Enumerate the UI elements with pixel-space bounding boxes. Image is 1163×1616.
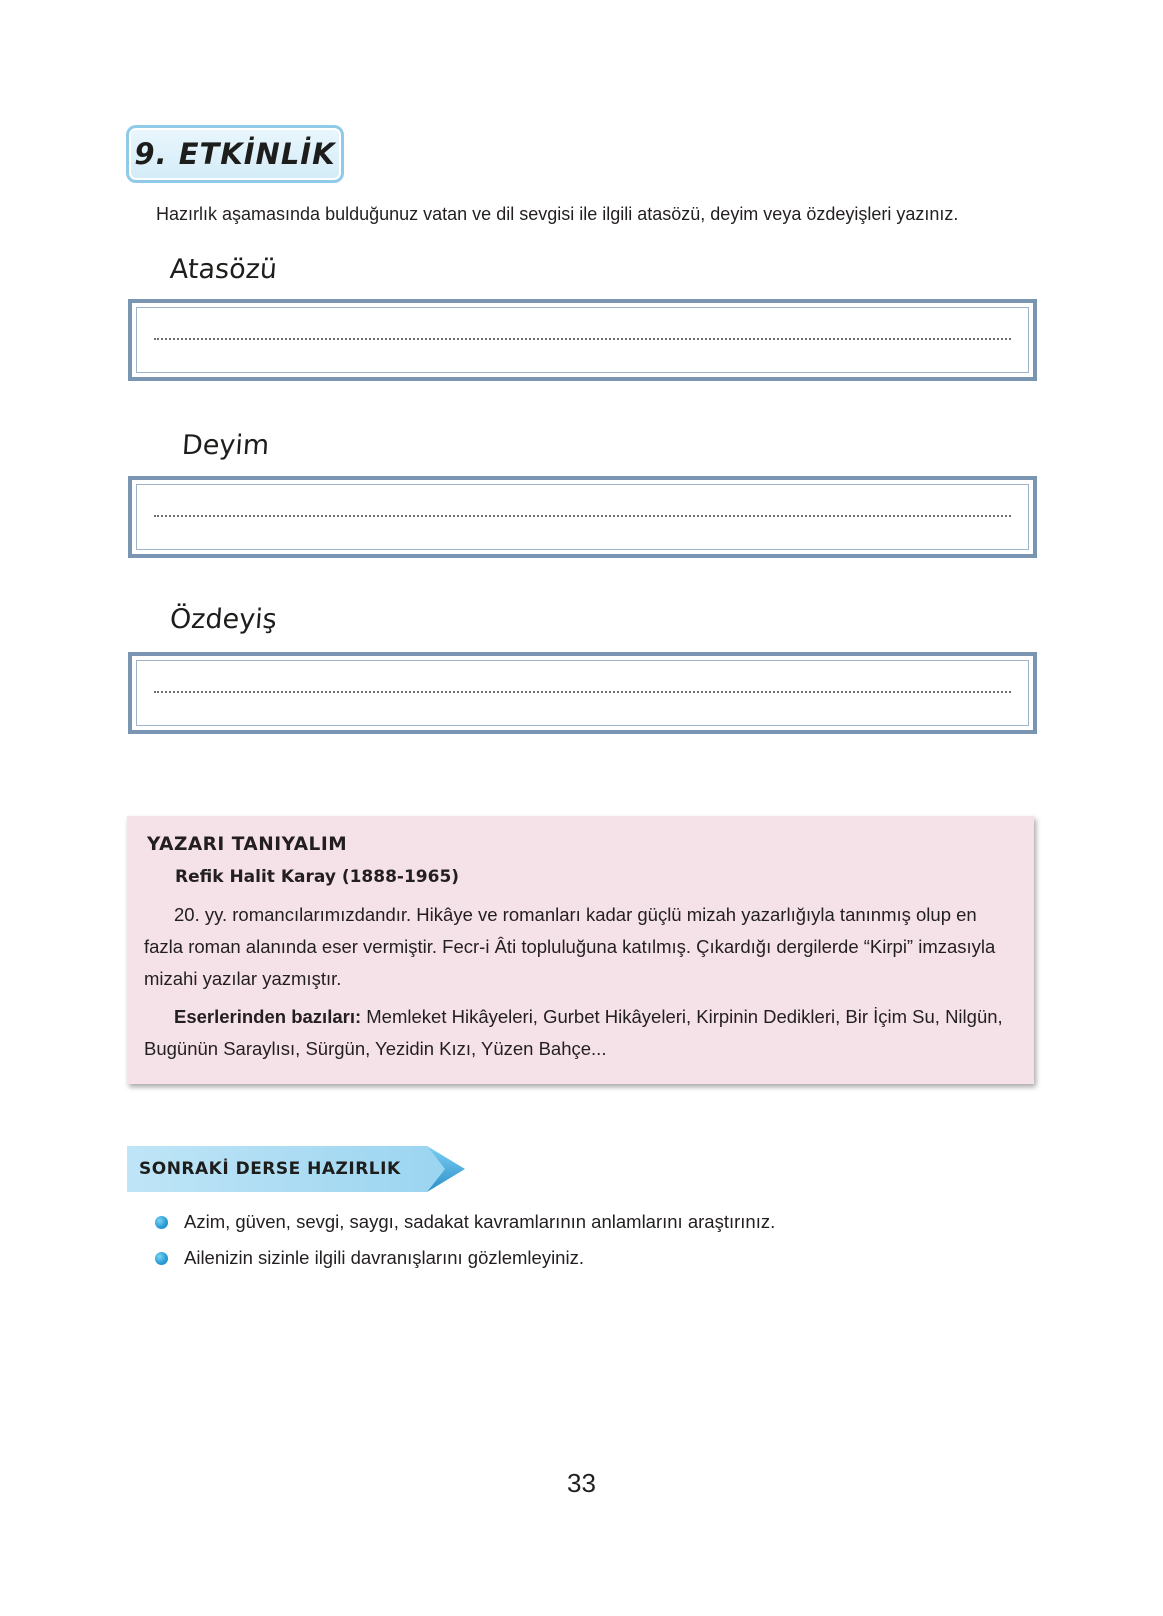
author-heading: YAZARI TANIYALIM: [147, 834, 348, 855]
bullet-dot-icon: [155, 1216, 168, 1229]
list-item-text: Ailenizin sizinle ilgili davranışlarını gözlemleyiniz.: [184, 1247, 584, 1268]
author-biography: [144, 899, 1008, 995]
author-name: Refik Halit Karay (1888-1965): [175, 867, 460, 887]
answer-box-ozdeyis[interactable]: [128, 652, 1037, 734]
author-works: [144, 1001, 1008, 1065]
bullet-dot-icon: [155, 1252, 168, 1265]
field-label-ozdeyis: Özdeyiş: [168, 604, 278, 635]
page-number: 33: [567, 1468, 596, 1498]
field-label-deyim: Deyim: [180, 430, 271, 461]
author-info-box: [127, 816, 1034, 1084]
next-lesson-title: SONRAKİ DERSE HAZIRLIK: [139, 1159, 401, 1179]
next-lesson-list: [155, 1204, 775, 1276]
answer-box-deyim[interactable]: [128, 476, 1037, 558]
list-item: [155, 1240, 775, 1276]
answer-box-atasozu[interactable]: [128, 299, 1037, 381]
answer-dotted-line: [154, 338, 1011, 340]
list-item-text: Azim, güven, sevgi, saygı, sadakat kavramlarının anlamlarını araştırınız.: [184, 1211, 776, 1232]
answer-dotted-line: [154, 691, 1011, 693]
answer-dotted-line: [154, 515, 1011, 517]
list-item: [155, 1204, 775, 1240]
field-label-atasozu: Atasözü: [168, 254, 279, 285]
next-lesson-banner: [127, 1146, 465, 1192]
author-works-label: Eserlerinden bazıları:: [174, 1006, 362, 1027]
activity-title-badge: [126, 125, 344, 183]
activity-instruction: Hazırlık aşamasında bulduğunuz vatan ve dil sevgisi ile ilgili atasözü, deyim veya özdeyişleri yazınız.: [156, 204, 959, 224]
activity-title: 9. ETKİNLİK: [134, 137, 336, 171]
author-works-text: Memleket Hikâyeleri, Gurbet Hikâyeleri, Kirpinin Dedikleri, Bir İçim Su, Nilgün, Bugünün Saraylısı, Sürgün, Yezidin Kızı, Yüzen Bahçe...: [144, 1006, 1003, 1059]
author-biography-text: 20. yy. romancılarımızdandır. Hikâye ve romanları kadar güçlü mizah yazarlığıyla tanınmış olup en fazla roman alanında eser vermiştir. Fecr-i Âti topluluğuna katılmış. Çıkardığı dergilerde “Kirpi” imzasıyla mizahi yazılar yazmıştır.: [144, 904, 996, 989]
